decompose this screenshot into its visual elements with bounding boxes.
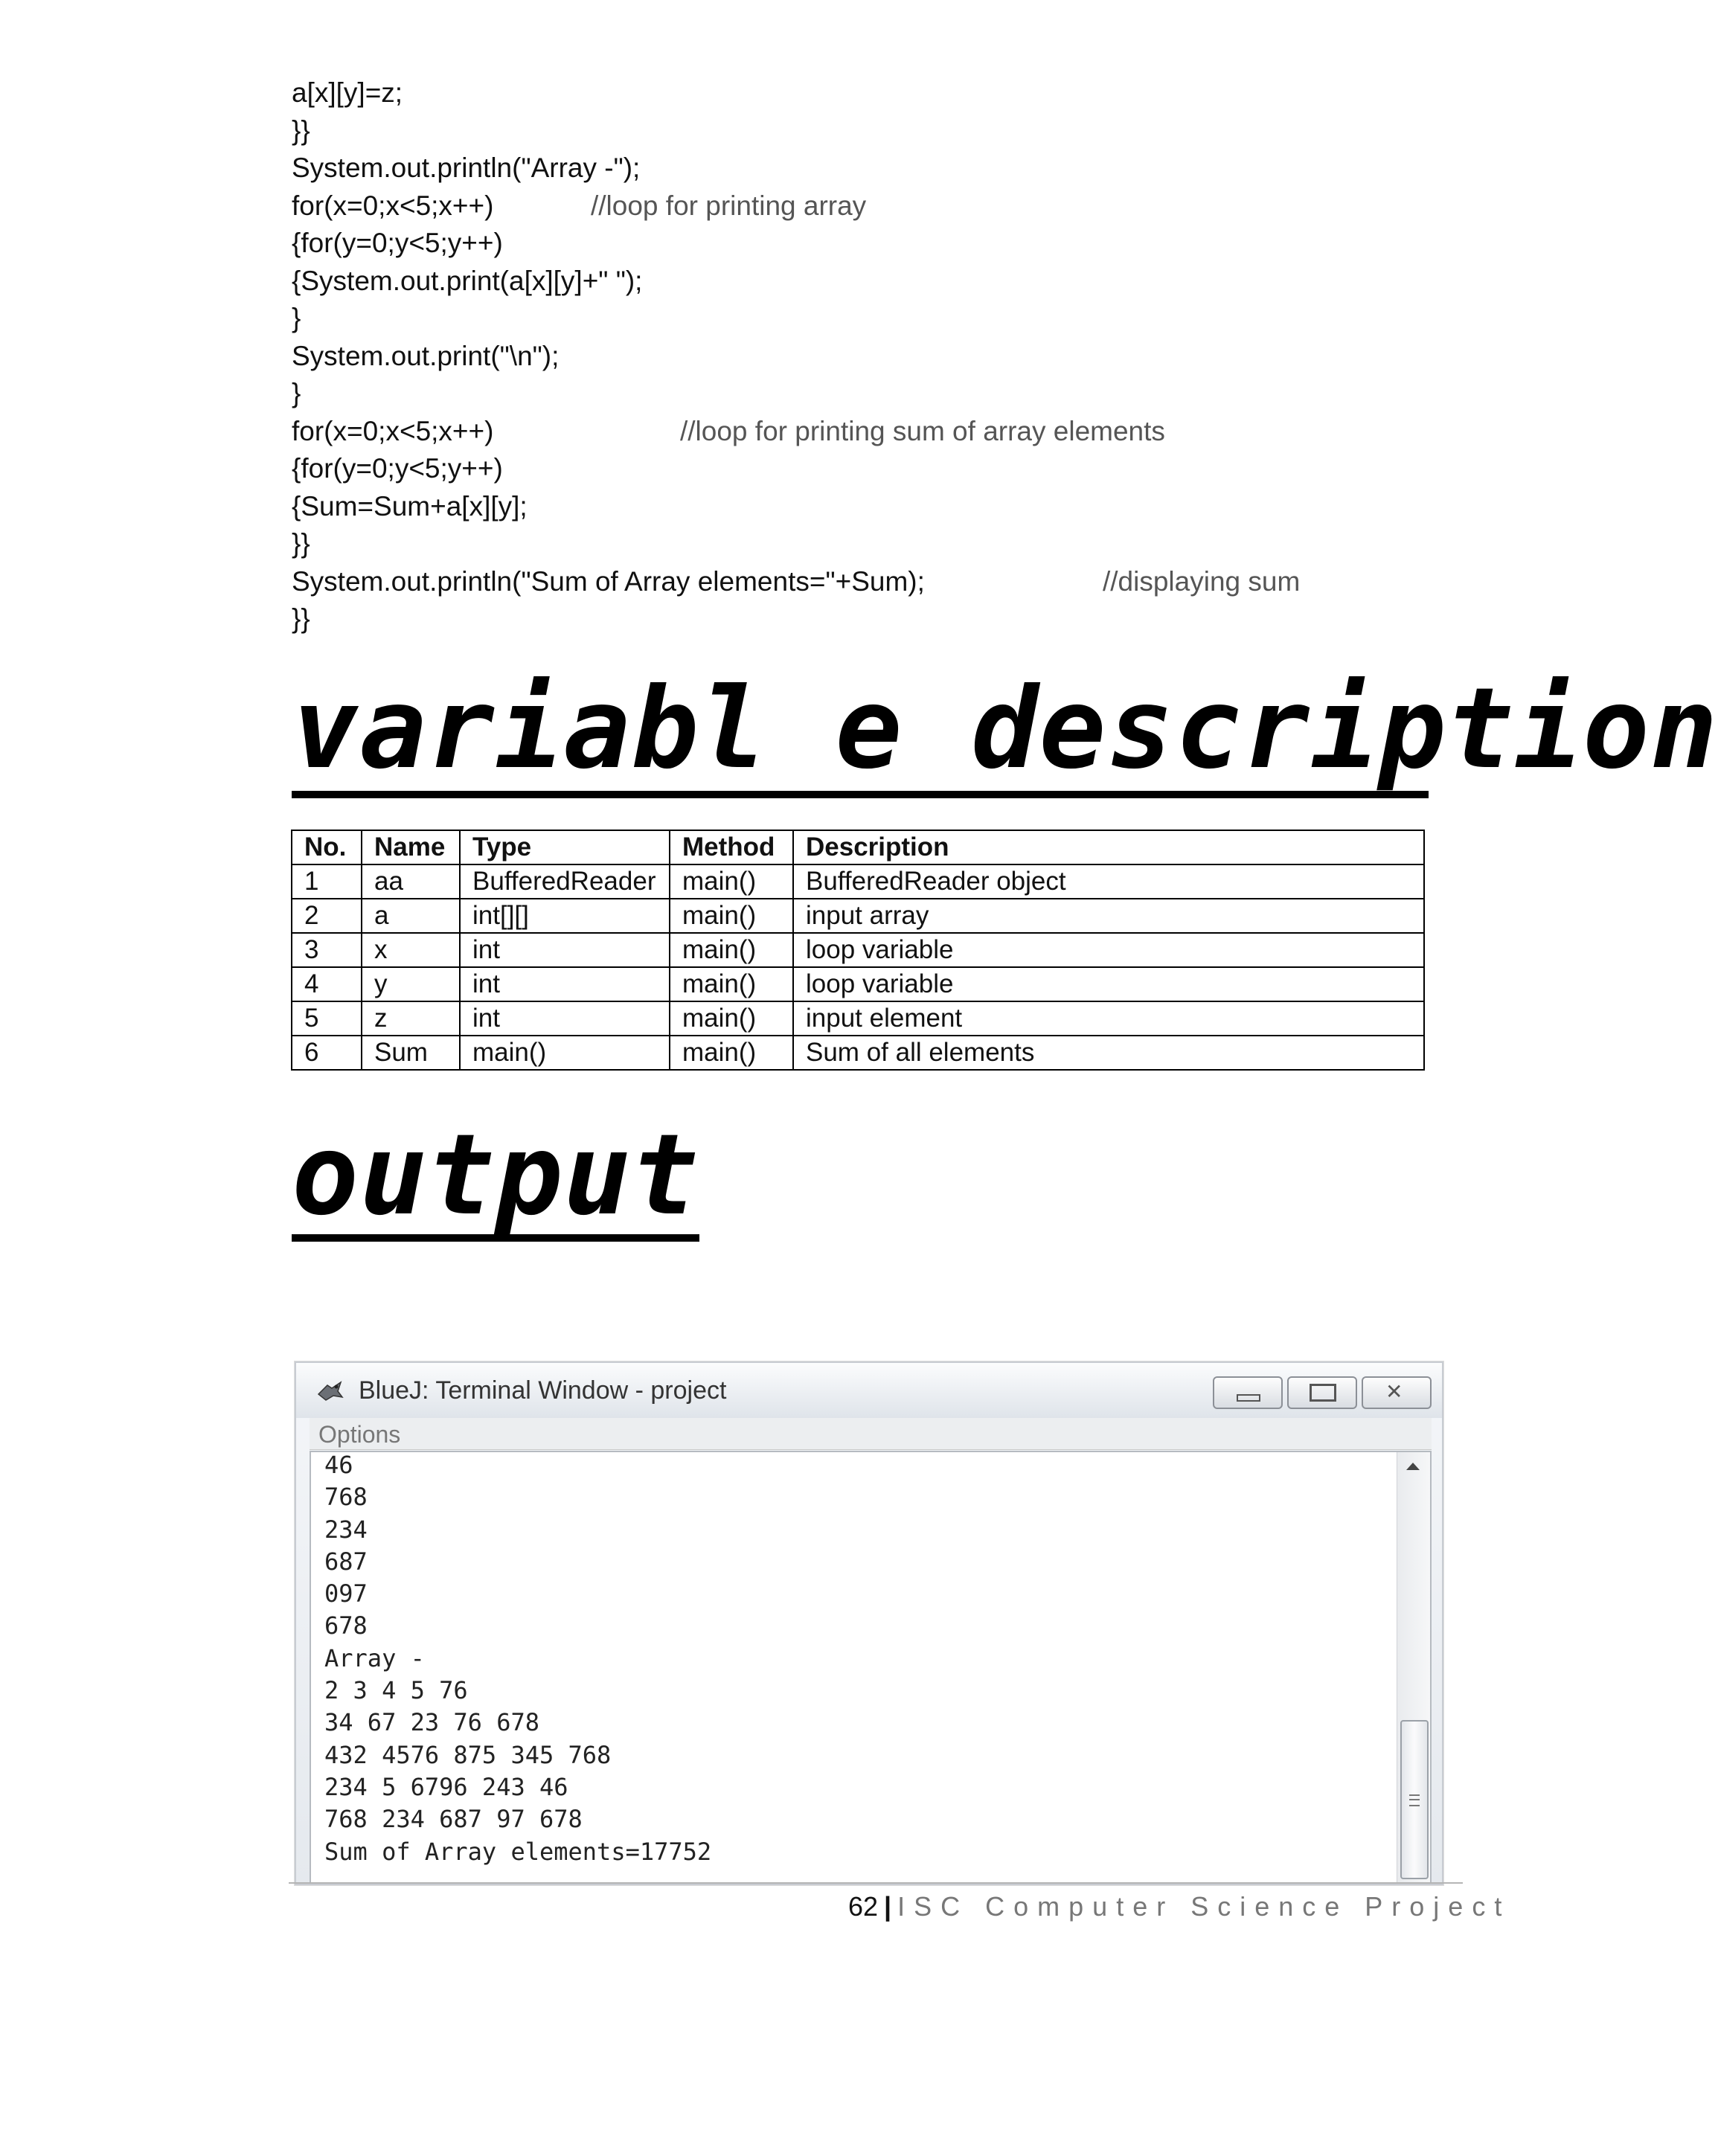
table-cell: input array: [793, 899, 1424, 933]
table-cell: Sum: [362, 1036, 460, 1070]
code-text: }}: [292, 115, 310, 146]
table-cell: 3: [292, 933, 362, 967]
table-row: [292, 1001, 1424, 1036]
output-line: 687: [324, 1547, 368, 1576]
page-number: 62: [848, 1891, 879, 1922]
code-line: [292, 600, 1482, 638]
table-cell: main(): [670, 967, 793, 1001]
code-text: System.out.println("Sum of Array elements="+Sum);: [292, 565, 925, 597]
table-cell: 5: [292, 1001, 362, 1036]
code-text: {System.out.print(a[x][y]+" ");: [292, 265, 643, 296]
table-cell: main(): [670, 1036, 793, 1070]
table-cell: z: [362, 1001, 460, 1036]
code-line: [292, 525, 1482, 563]
code-line: [292, 112, 1482, 150]
variable-table: [291, 830, 1425, 1071]
code-line: [292, 74, 1482, 112]
table-row: [292, 864, 1424, 899]
table-cell: int[][]: [460, 899, 670, 933]
column-header: Name: [362, 830, 460, 864]
column-header: Type: [460, 830, 670, 864]
table-row: [292, 933, 1424, 967]
menu-options[interactable]: Options: [318, 1421, 401, 1448]
vertical-scrollbar[interactable]: [1397, 1452, 1430, 1884]
table-header-row: [292, 830, 1424, 864]
column-header: Method: [670, 830, 793, 864]
table-cell: loop variable: [793, 967, 1424, 1001]
column-header: Description: [793, 830, 1424, 864]
table-cell: Sum of all elements: [793, 1036, 1424, 1070]
scroll-thumb[interactable]: [1400, 1720, 1429, 1879]
output-line: 768 234 687 97 678: [324, 1805, 583, 1834]
code-text: System.out.println("Array -");: [292, 153, 641, 183]
maximize-icon: [1310, 1384, 1336, 1402]
bluej-icon: [315, 1378, 345, 1403]
code-text: }: [292, 378, 301, 408]
output-line: 768: [324, 1483, 368, 1512]
code-text: for(x=0;x<5;x++): [292, 415, 494, 446]
code-line: [292, 150, 1482, 187]
output-line: 234 5 6796 243 46: [324, 1772, 568, 1801]
terminal-output[interactable]: [310, 1451, 1432, 1884]
close-icon: ✕: [1385, 1379, 1403, 1404]
code-line: [292, 488, 1482, 526]
project-title: ISC Computer Science Project: [897, 1891, 1511, 1922]
table-cell: main(): [670, 933, 793, 967]
grip-icon: [1409, 1794, 1420, 1806]
output-line: Array -: [324, 1643, 425, 1672]
output-heading: output: [292, 1111, 699, 1240]
code-comment: //displaying sum: [1103, 565, 1301, 597]
table-cell: int: [460, 967, 670, 1001]
code-text: a[x][y]=z;: [292, 77, 403, 108]
maximize-button[interactable]: [1287, 1376, 1357, 1409]
window-titlebar[interactable]: [296, 1363, 1442, 1418]
output-line: 097: [324, 1579, 368, 1608]
code-line: [292, 450, 1482, 488]
table-cell: int: [460, 1001, 670, 1036]
output-line: Sum of Array elements=17752: [324, 1837, 712, 1866]
code-line: [292, 563, 1482, 601]
code-text: {Sum=Sum+a[x][y];: [292, 490, 528, 522]
output-line: 432 4576 875 345 768: [324, 1740, 612, 1769]
minimize-button[interactable]: [1213, 1376, 1283, 1409]
table-cell: input element: [793, 1001, 1424, 1036]
table-cell: int: [460, 933, 670, 967]
code-text: {for(y=0;y<5;y++): [292, 228, 503, 258]
code-comment: //loop for printing sum of array elements: [680, 415, 1165, 446]
code-text: for(x=0;x<5;x++): [292, 190, 494, 221]
code-comment: //loop for printing array: [591, 190, 867, 221]
table-cell: x: [362, 933, 460, 967]
table-cell: main(): [670, 1001, 793, 1036]
table-cell: 6: [292, 1036, 362, 1070]
footer-separator: |: [884, 1891, 892, 1922]
table-cell: BufferedReader: [460, 864, 670, 899]
table-cell: a: [362, 899, 460, 933]
output-line: 678: [324, 1611, 368, 1640]
table-cell: loop variable: [793, 933, 1424, 967]
output-line: 2 3 4 5 76: [324, 1676, 468, 1705]
code-line: [292, 413, 1482, 451]
close-button[interactable]: [1362, 1376, 1432, 1409]
code-line: [292, 187, 1482, 225]
code-line: [292, 225, 1482, 263]
table-cell: 1: [292, 864, 362, 899]
table-cell: BufferedReader object: [793, 864, 1424, 899]
code-line: [292, 263, 1482, 301]
variable-description-heading: variabl e description: [292, 673, 1429, 798]
table-cell: aa: [362, 864, 460, 899]
table-cell: main(): [670, 899, 793, 933]
terminal-window: [295, 1361, 1443, 1885]
footer-divider: [289, 1882, 1463, 1884]
table-cell: y: [362, 967, 460, 1001]
table-cell: 2: [292, 899, 362, 933]
code-text: }}: [292, 603, 310, 634]
column-header: No.: [292, 830, 362, 864]
code-listing: [292, 74, 1482, 638]
menu-bar: [310, 1418, 1432, 1450]
output-line: 234: [324, 1515, 368, 1544]
output-line: 34 67 23 76 678: [324, 1708, 539, 1737]
code-text: {for(y=0;y<5;y++): [292, 453, 503, 484]
code-line: [292, 338, 1482, 376]
table-row: [292, 967, 1424, 1001]
window-title: BlueJ: Terminal Window - project: [359, 1376, 727, 1405]
table-cell: 4: [292, 967, 362, 1001]
code-line: [292, 300, 1482, 338]
table-cell: main(): [670, 864, 793, 899]
scroll-up-icon[interactable]: [1406, 1463, 1420, 1470]
output-lines: [324, 1449, 711, 1868]
table-row: [292, 1036, 1424, 1070]
table-cell: main(): [460, 1036, 670, 1070]
code-text: }}: [292, 528, 310, 559]
code-text: System.out.print("\n");: [292, 340, 560, 371]
output-line: 46: [324, 1451, 353, 1479]
code-line: [292, 375, 1482, 413]
page-footer: [848, 1891, 1510, 1922]
code-text: }: [292, 303, 301, 333]
table-row: [292, 899, 1424, 933]
minimize-icon: [1237, 1394, 1260, 1402]
